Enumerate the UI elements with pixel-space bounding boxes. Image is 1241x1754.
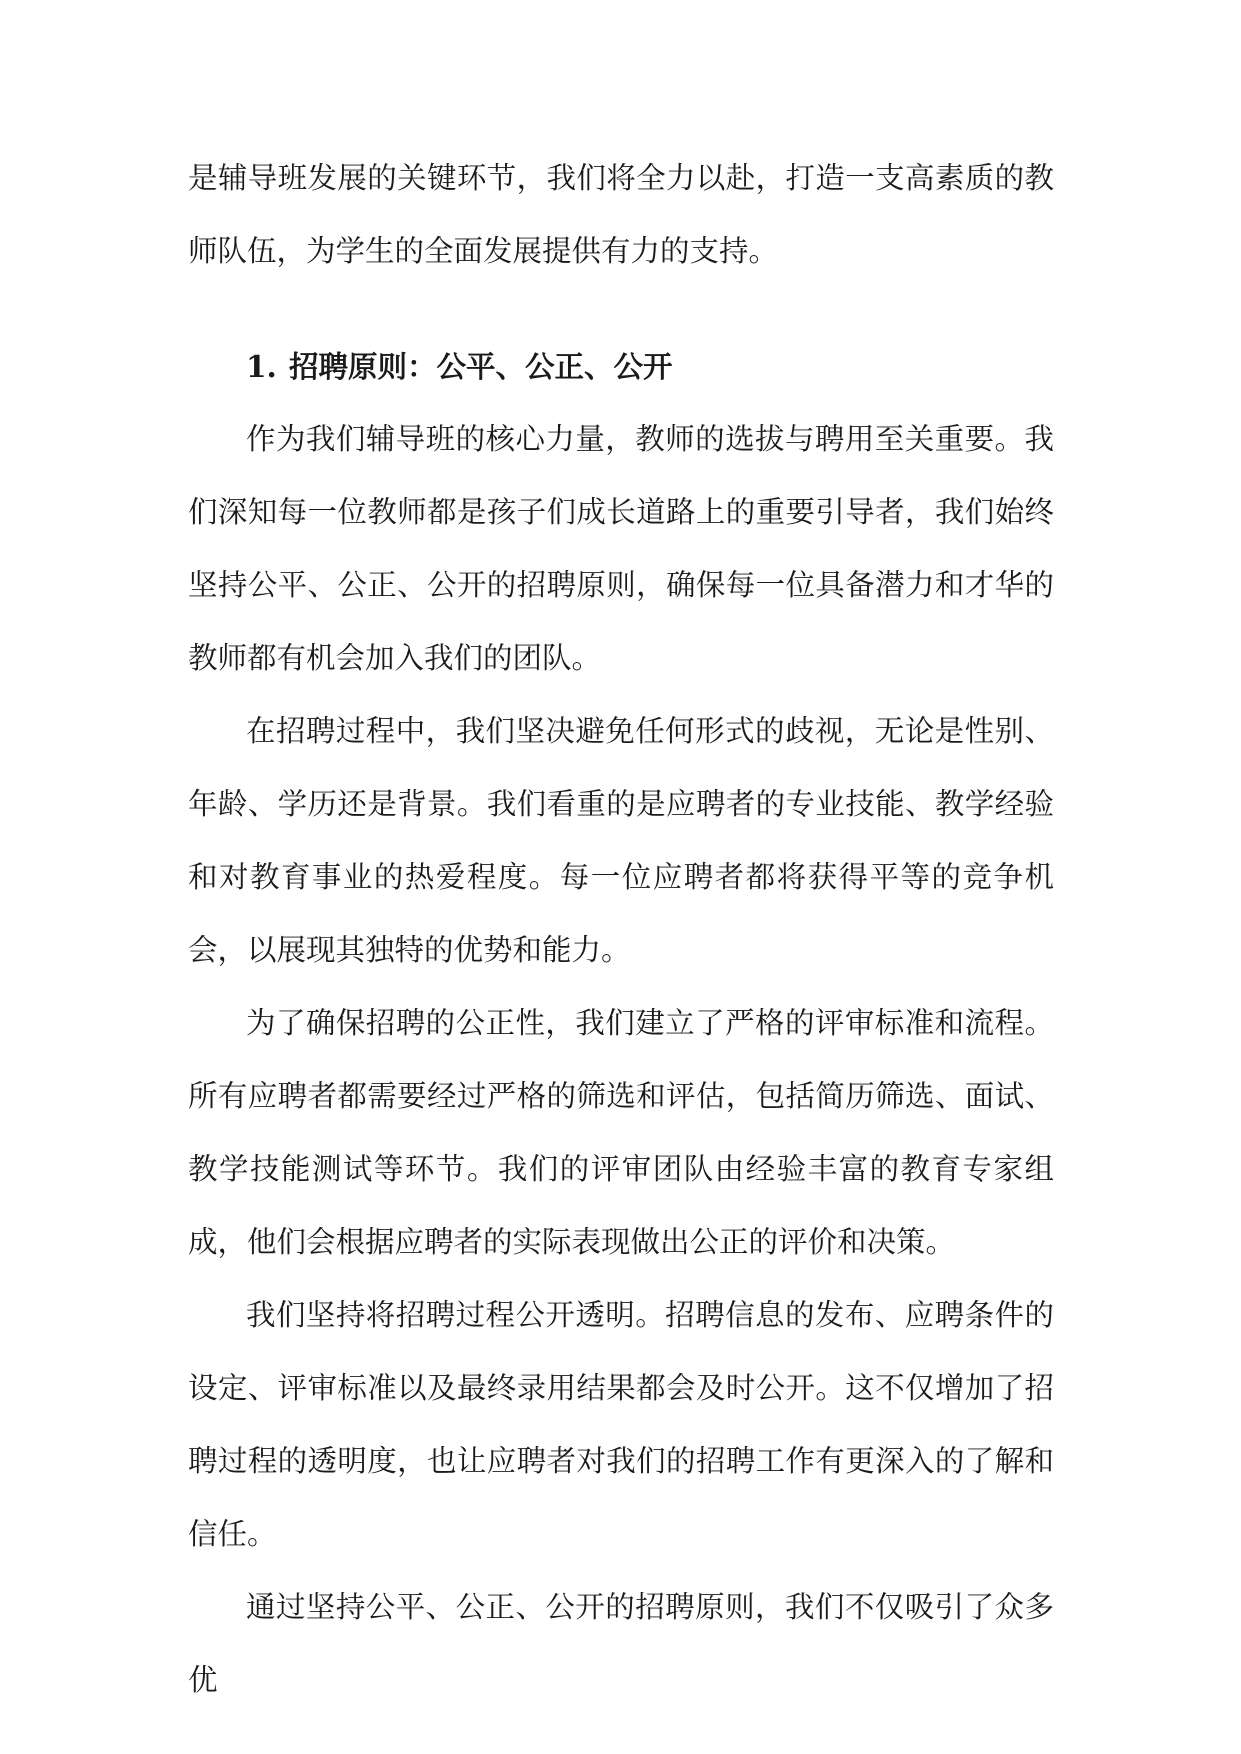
paragraph: 我们坚持将招聘过程公开透明。招聘信息的发布、应聘条件的设定、评审标准以及最终录用结果都会及时公开。这不仅增加了招聘过程的透明度，也让应聘者对我们的招聘工作有更深入的了解和信任。 bbox=[188, 1298, 1054, 1551]
paragraph: 作为我们辅导班的核心力量，教师的选拔与聘用至关重要。我们深知每一位教师都是孩子们成长道路上的重要引导者，我们始终坚持公平、公正、公开的招聘原则，确保每一位具备潜力和才华的教师都有机会加入我们的团队。 bbox=[188, 422, 1054, 675]
paragraph: 为了确保招聘的公正性，我们建立了严格的评审标准和流程。所有应聘者都需要经过严格的筛选和评估，包括简历筛选、面试、教学技能测试等环节。我们的评审团队由经验丰富的教育专家组成，他们会根据应聘者的实际表现做出公正的评价和决策。 bbox=[188, 1006, 1054, 1259]
document-body bbox=[188, 142, 1054, 1717]
paragraph: 在招聘过程中，我们坚决避免任何形式的歧视，无论是性别、年龄、学历还是背景。我们看重的是应聘者的专业技能、教学经验和对教育事业的热爱程度。每一位应聘者都将获得平等的竞争机会，以展现其独特的优势和能力。 bbox=[188, 714, 1054, 967]
heading-text: 招聘原则：公平、公正、公开 bbox=[289, 349, 673, 384]
heading-number: 1. bbox=[246, 349, 277, 384]
paragraph-continuation: 是辅导班发展的关键环节，我们将全力以赴，打造一支高素质的教师队伍，为学生的全面发展提供有力的支持。 bbox=[188, 161, 1054, 268]
section-heading bbox=[188, 330, 1054, 403]
paragraph: 通过坚持公平、公正、公开的招聘原则，我们不仅吸引了众多优 bbox=[188, 1590, 1054, 1697]
